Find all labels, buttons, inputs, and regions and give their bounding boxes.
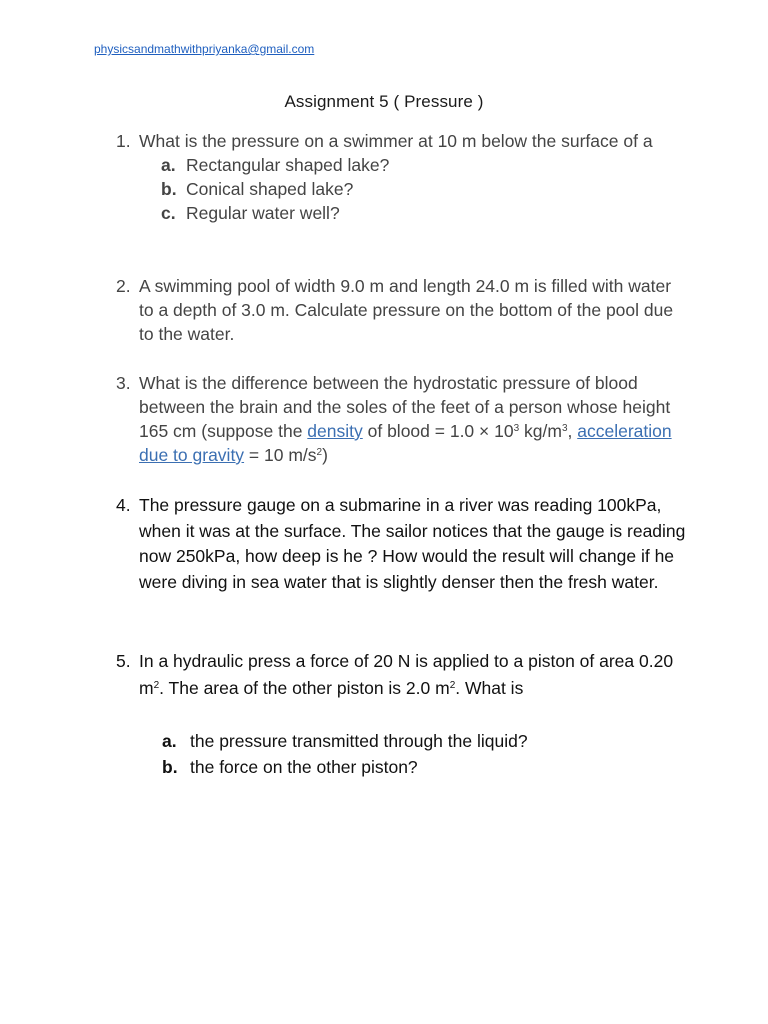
sub-text: Conical shaped lake?	[186, 179, 354, 199]
sub-item	[139, 153, 686, 177]
text-segment: . The area of the other piston is 2.0 m	[159, 678, 450, 698]
question-3	[116, 371, 686, 467]
text-segment: = 10 m/s	[244, 445, 317, 465]
sub-item	[139, 177, 686, 201]
question-text	[139, 371, 686, 467]
gravity-link[interactable]: acceleration due to gravity	[139, 421, 672, 465]
question-text: The pressure gauge on a submarine in a river was reading 100kPa, when it was at the surface. The sailor notices that the gauge is reading now 250kPa, how deep is he ? How would the result will change if he were diving in sea water that is slightly denser then the fresh water.	[139, 495, 686, 592]
sub-item	[139, 201, 686, 225]
question-number: 3.	[116, 373, 131, 393]
text-segment: of blood = 1.0 × 10	[362, 421, 514, 441]
question-1	[116, 129, 686, 225]
question-text: A swimming pool of width 9.0 m and length 24.0 m is filled with water to a depth of 3.0 m. Calculate pressure on the bottom of the pool due to the water.	[139, 276, 674, 344]
sub-text: the force on the other piston?	[190, 757, 418, 777]
question-number: 1.	[116, 131, 131, 151]
sub-item	[139, 728, 686, 754]
question-number: 4.	[116, 495, 131, 515]
density-link[interactable]: density	[307, 421, 363, 441]
question-2	[116, 274, 686, 346]
text-segment: ,	[567, 421, 578, 441]
sub-label: b.	[161, 179, 177, 199]
superscript: 3	[561, 423, 568, 434]
sub-label: c.	[161, 203, 176, 223]
sub-text: the pressure transmitted through the liquid?	[190, 731, 528, 751]
superscript: 3	[513, 423, 520, 434]
question-number: 5.	[116, 651, 131, 671]
question-text	[139, 648, 686, 702]
sub-label: a.	[161, 155, 176, 175]
text-segment: What is the difference between the hydrostatic pressure of blood between the brain and the soles of the feet of a person whose height 165 cm (suppose the	[139, 373, 671, 441]
question-number: 2.	[116, 276, 131, 296]
question-5	[116, 648, 686, 780]
text-segment: In a hydraulic press a force of 20 N is applied to a piston of area 0.20 m	[139, 651, 674, 698]
page-title: Assignment 5 ( Pressure )	[284, 92, 484, 111]
header-email-link[interactable]: physicsandmathwithpriyanka@gmail.com	[94, 42, 315, 56]
sub-text: Rectangular shaped lake?	[186, 155, 390, 175]
text-segment: . What is	[455, 678, 524, 698]
text-segment: kg/m	[519, 421, 562, 441]
text-segment: )	[322, 445, 328, 465]
sub-label: b.	[162, 757, 178, 777]
superscript: 2	[316, 447, 323, 458]
question-text: What is the pressure on a swimmer at 10 m below the surface of a	[139, 131, 653, 151]
superscript: 2	[449, 680, 456, 691]
superscript: 2	[153, 680, 160, 691]
sub-item	[139, 754, 686, 780]
sub-text: Regular water well?	[186, 203, 340, 223]
sub-label: a.	[162, 731, 177, 751]
question-4	[116, 493, 686, 595]
